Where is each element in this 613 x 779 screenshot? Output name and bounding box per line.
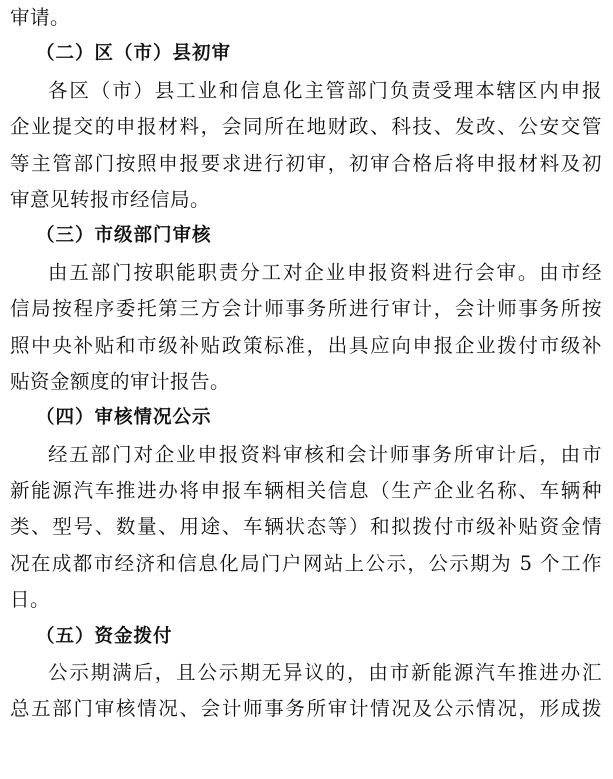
- section-heading: （二）区（市）县初审: [36, 43, 232, 65]
- document-page: [10, 0, 602, 728]
- section-heading: （五）资金拨付: [36, 625, 173, 647]
- paragraph-line: 审意见转报市经信局。: [10, 187, 211, 211]
- paragraph-line: 类、型号、数量、用途、车辆状态等）和拟拨付市级补贴资金情: [10, 515, 602, 539]
- paragraph-line: 贴资金额度的审计报告。: [10, 369, 231, 393]
- paragraph-line: 况在成都市经济和信息化局门户网站上公示，公示期为 5 个工作: [10, 551, 602, 575]
- paragraph-line: 日。: [10, 588, 51, 612]
- section-heading: （四）审核情况公示: [36, 407, 212, 429]
- paragraph-line: 企业提交的申报材料，会同所在地财政、科技、发改、公安交管: [10, 115, 602, 139]
- paragraph-line: 总五部门审核情况、会计师事务所审计情况及公示情况，形成拨: [10, 697, 602, 721]
- section-heading: （三）市级部门审核: [36, 225, 212, 247]
- paragraph-line: 信局按程序委托第三方会计师事务所进行审计，会计师事务所按: [10, 297, 602, 321]
- paragraph-line: 公示期满后，且公示期无异议的，由市新能源汽车推进办汇: [48, 661, 602, 685]
- paragraph-line: 新能源汽车推进办将申报车辆相关信息（生产企业名称、车辆种: [10, 479, 602, 503]
- paragraph-line: 经五部门对企业申报资料审核和会计师事务所审计后，由市: [48, 442, 602, 466]
- paragraph-line: 由五部门按职能职责分工对企业申报资料进行会审。由市经: [48, 260, 602, 284]
- paragraph-line: 各区（市）县工业和信息化主管部门负责受理本辖区内申报: [48, 78, 602, 102]
- paragraph-line: 等主管部门按照申报要求进行初审，初审合格后将申报材料及初: [10, 151, 602, 175]
- paragraph-line: 审请。: [10, 6, 71, 29]
- paragraph-line: 照中央补贴和市级补贴政策标准，出具应向申报企业拨付市级补: [10, 333, 602, 357]
